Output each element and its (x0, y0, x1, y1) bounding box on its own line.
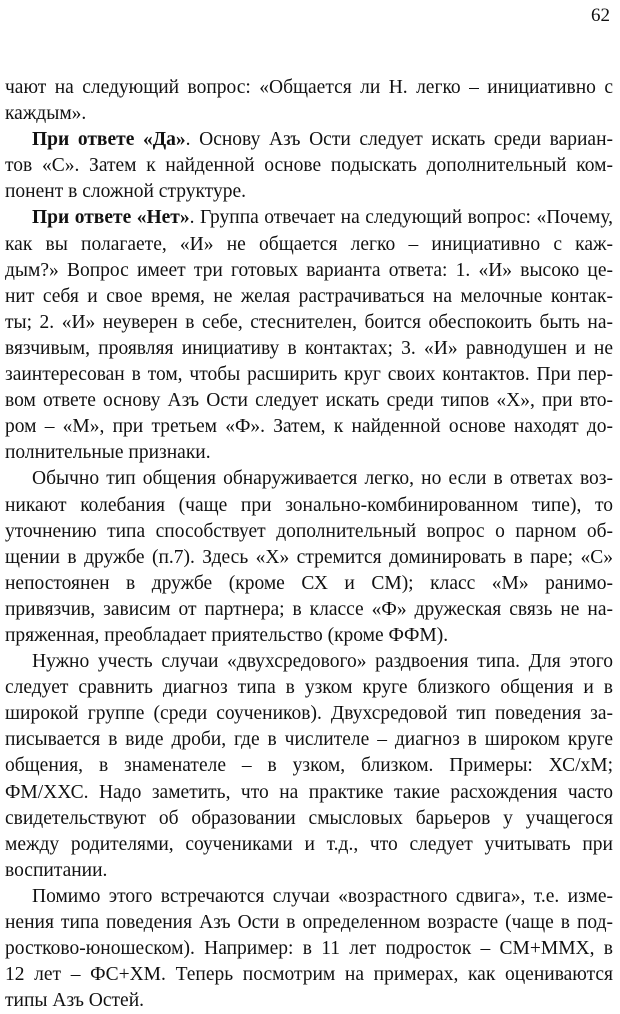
text-line (5, 127, 613, 153)
text-line (5, 179, 613, 205)
text-line (5, 753, 613, 779)
line-text: Помимо этого встречаются случаи «возрастного сдвига», т.е. изме- (32, 885, 613, 907)
text-line (5, 101, 613, 127)
line-text: нит себя и свое время, не желая растрачиваться на мелочные контак- (5, 285, 613, 307)
line-text: непостоянен в дружбе (кроме СХ и СМ); класс «М» ранимо- (5, 572, 613, 594)
text-line (5, 545, 613, 571)
line-text: общения, в знаменателе – в узком, близком. Примеры: ХС/хМ; (5, 755, 613, 777)
line-text: заинтересован в том, чтобы расширить круг своих контактов. При пер- (5, 364, 613, 386)
text-line (5, 414, 613, 440)
text-line (5, 727, 613, 753)
paragraph-p1 (5, 127, 613, 205)
text-body (5, 75, 613, 1014)
line-text: как вы полагаете, «И» не общается легко – инициативно с каж- (5, 233, 613, 255)
line-text: нения типа поведения Азъ Ости в определенном возрасте (чаще в под- (5, 912, 613, 933)
bold-lead-in: При ответе «Нет» (32, 207, 190, 229)
text-line (5, 284, 613, 310)
line-text: между родителями, соучениками и т.д., что следует учитывать при (5, 833, 613, 855)
text-line (5, 675, 613, 701)
line-text: Обычно тип общения обнаруживается легко, но если в ответах воз- (32, 468, 613, 490)
text-line (5, 205, 613, 231)
line-text: вом ответе основу Азъ Ости следует искать среди типов «Х», при вто- (5, 390, 613, 412)
line-text: писывается в виде дроби, где в числителе – диагноз в широком круге (5, 729, 613, 751)
text-line (5, 884, 613, 910)
text-line (5, 440, 613, 466)
text-line (5, 832, 613, 858)
text-line (5, 936, 613, 962)
text-line (5, 75, 613, 101)
text-line (5, 962, 613, 988)
line-text: . Группа отвечает на следующий вопрос: «Почему, (189, 207, 613, 229)
text-line (5, 493, 613, 519)
paragraph-p3 (5, 466, 613, 649)
line-text: Нужно учесть случаи «двухсредового» раздвоения типа. Для этого (32, 651, 613, 673)
text-line (5, 362, 613, 388)
text-line (5, 388, 613, 414)
line-text: полнительные признаки. (5, 442, 211, 464)
text-line (5, 519, 613, 545)
text-line (5, 153, 613, 179)
paragraph-p2 (5, 205, 613, 466)
text-line (5, 910, 613, 936)
line-text: ростково-юношеском). Например: в 11 лет подросток – СМ+МMX, в (5, 938, 613, 960)
paragraph-p0 (5, 75, 613, 127)
text-line (5, 649, 613, 675)
line-text: понент в сложной структуре. (5, 181, 246, 203)
line-text: . Основу Азъ Ости следует искать среди вариан- (185, 129, 613, 151)
line-text: дым?» Вопрос имеет три готовых варианта ответа: 1. «И» высоко це- (5, 259, 613, 281)
text-line (5, 466, 613, 492)
line-text: 12 лет – ФС+ХМ. Теперь посмотрим на примерах, как оцениваются (5, 964, 613, 986)
line-text: ты; 2. «И» неуверен в себе, стеснителен, боится обеспокоить быть на- (5, 311, 613, 333)
text-line (5, 806, 613, 832)
line-text: ФМ/ХХС. Надо заметить, что на практике такие расхождения часто (5, 781, 613, 803)
line-text: воспитании. (5, 859, 108, 881)
text-line (5, 780, 613, 806)
line-text: каждым». (5, 103, 87, 125)
line-text: свидетельствуют об образовании смысловых барьеров у учащегося (5, 807, 613, 829)
line-text: никают колебания (чаще при зонально-комбинированном типе), то (5, 494, 613, 516)
text-line (5, 988, 613, 1014)
text-line (5, 258, 613, 284)
text-line (5, 701, 613, 727)
line-text: щении в дружбе (п.7). Здесь «Х» стремится доминировать в паре; «С» (5, 546, 613, 568)
line-text: следует сравнить диагноз типа в узком круге близкого общения и в (5, 677, 613, 699)
text-line (5, 597, 613, 623)
paragraph-p4 (5, 649, 613, 884)
line-text: пряженная, преобладает приятельство (кроме ФФМ). (5, 624, 449, 646)
page-number: 62 (591, 5, 610, 26)
line-text: ром – «М», при третьем «Ф». Затем, к найденной основе находят до- (5, 416, 613, 438)
text-line (5, 336, 613, 362)
text-line (5, 310, 613, 336)
text-line (5, 232, 613, 258)
line-text: вязчивым, проявляя инициативу в контактах; 3. «И» равнодушен и не (5, 337, 613, 359)
text-line (5, 623, 613, 649)
text-line (5, 858, 613, 884)
line-text: чают на следующий вопрос: «Общается ли Н. легко – инициативно с (5, 77, 613, 98)
line-text: типы Азъ Остей. (5, 990, 145, 1012)
text-line (5, 571, 613, 597)
line-text: широкой группе (среди соучеников). Двухсредовой тип поведения за- (5, 703, 613, 725)
bold-lead-in: При ответе «Да» (32, 129, 186, 151)
line-text: уточнению типа способствует дополнительный вопрос о парном об- (5, 520, 613, 542)
paragraph-p5 (5, 884, 613, 1014)
line-text: тов «С». Затем к найденной основе подыскать дополнительный ком- (5, 155, 613, 177)
line-text: привязчив, зависим от партнера; в классе «Ф» дружеская связь не на- (5, 598, 613, 620)
